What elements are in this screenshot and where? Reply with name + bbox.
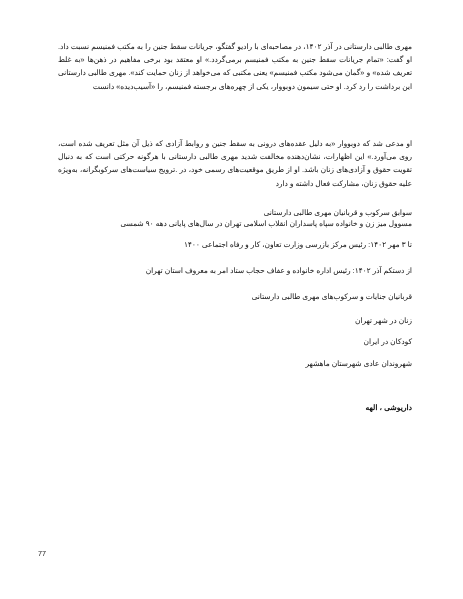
section-heading-repression: سوابق سرکوب و قربانیان مهری طالبی دارستانی	[263, 208, 412, 217]
victim-item-children: کودکان در ایران	[363, 337, 412, 346]
section-heading-victims: قربانیان جنایات و سرکوب‌های مهری طالبی دارستانی	[251, 292, 412, 301]
victim-item-citizens: شهروندان عادی شهرستان ماهشهر	[305, 359, 412, 368]
author-name: داریوشی ، الهه	[365, 403, 412, 412]
position-line-irgc: مسوول میز زن و خانواده سپاه پاسداران انقلاب اسلامی تهران در سال‌های پایانی دهه ۹۰ شمسی	[120, 219, 412, 228]
page-number: 77	[38, 549, 46, 558]
paragraph-2: او مدعی شد که دوبووار «به دلیل عقده‌های درونی به سقط جنین و روابط آزادی که ذیل آن مثل تعریف شده است، روی می‌آورد.» این اظهارات، نشان‌دهنده مخالفت شدید مهری طالبی دارستانی با هرگونه حرکتی است که به دنبال تقویت حقوق و آزادی‌های زنان باشد. او از طریق موقعیت‌های رسمی خود، در .ترویج سیاست‌های سرکوبگرانه، به‌ویژه علیه حقوق زنان، مشارکت فعال داشته و دارد	[58, 139, 412, 188]
victim-item-women: زنان در شهر تهران	[354, 316, 412, 325]
position-line-family-office: از دستکم آذر ۱۴۰۲: رئیس اداره خانواده و عفاف حجاب ستاد امر به معروف استان تهران	[145, 266, 412, 275]
paragraph-1: مهری طالبی دارستانی در آذر ۱۴۰۲، در مصاحبه‌ای با رادیو گفتگو، جریانات سقط جنین را به مکتب فمنیسم نسبت داد. او گفت: «تمام جریانات سقط جنین به مکتب فمنیسم برمی‌گردد.» او معتقد بود برخی مفاهیم در ذهن‌ها «به غلط تعریف شده» و «گمان می‌شود مکتب فمنیسم» یعنی مکتبی که می‌خواهد از زنان حمایت کند». مهری طالبی دارستانی این برداشت را رد کرد. او حتی سیمون دوبووار، یکی از چهره‌های برجسته فمنیسم، را «آسیب‌دیده» دانست	[58, 42, 412, 91]
position-line-inspection: تا ۳ مهر ۱۴۰۲: رئیس مرکز بازرسی وزارت تعاون، کار و رفاه اجتماعی ۱۴۰۰	[183, 240, 412, 249]
